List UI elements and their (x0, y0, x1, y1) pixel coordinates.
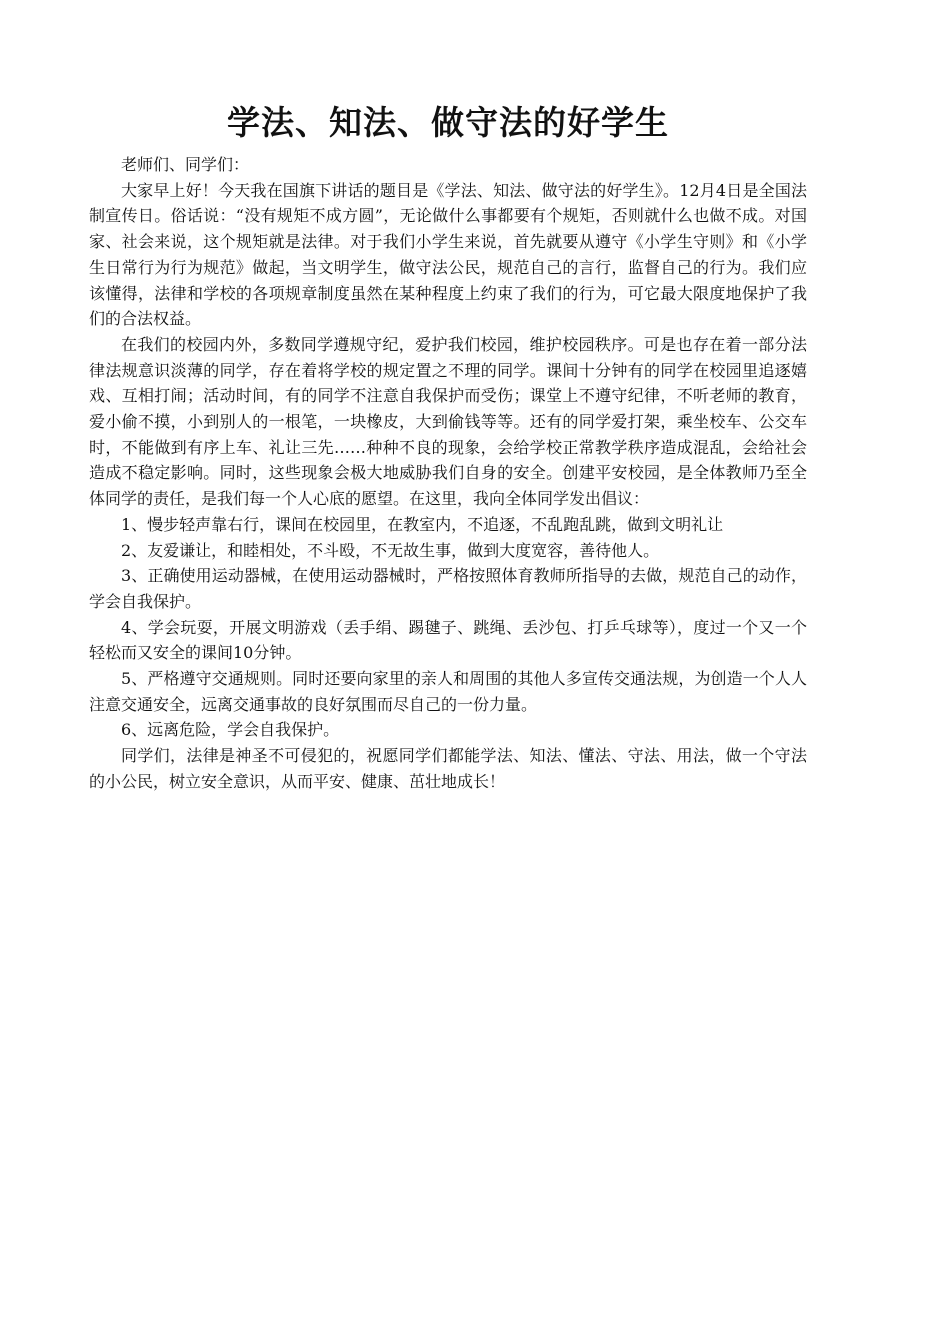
proposal-item-2: 2、友爱谦让，和睦相处，不斗殴，不无故生事，做到大度宽容，善待他人。 (121, 540, 660, 560)
paragraph-closing: 同学们，法律是神圣不可侵犯的，祝愿同学们都能学法、知法、懂法、守法、用法，做一个守法的小公民，树立安全意识，从而平安、健康、茁壮地成长！ (89, 746, 807, 791)
proposal-item-3: 3、正确使用运动器械，在使用运动器械时，严格按照体育教师所指导的去做，规范自己的动作，学会自我保护。 (89, 566, 807, 611)
greeting-line: 老师们、同学们： (121, 155, 250, 174)
document-title: 学法、知法、做守法的好学生 (227, 103, 669, 142)
proposal-item-4: 4、学会玩耍，开展文明游戏（丢手绢、踢毽子、跳绳、丢沙包、打乒乓球等），度过一个又一个轻松而又安全的课间10分钟。 (89, 617, 807, 663)
document-body (89, 152, 807, 795)
proposal-item-1: 1、慢步轻声靠右行，课间在校园里，在教室内，不追逐，不乱跑乱跳，做到文明礼让 (121, 514, 724, 534)
proposal-item-5: 5、严格遵守交通规则。同时还要向家里的亲人和周围的其他人多宣传交通法规，为创造一个人人注意交通安全，远离交通事故的良好氛围而尽自己的一份力量。 (89, 669, 807, 714)
document-page (89, 100, 807, 795)
paragraph-intro: 大家早上好！今天我在国旗下讲话的题目是《学法、知法、做守法的好学生》。12月4日是全国法制宣传日。俗话说：“没有规矩不成方圆”，无论做什么事都要有个规矩，否则就什么也做不成。对国家、社会来说，这个规矩就是法律。对于我们小学生来说，首先就要从遵守《小学生守则》和《小学生日常行为行为规范》做起，当文明学生，做守法公民，规范自己的言行，监督自己的行为。我们应该懂得，法律和学校的各项规章制度虽然在某种程度上约束了我们的行为，可它最大限度地保护了我们的合法权益。 (89, 180, 807, 329)
paragraph-campus: 在我们的校园内外，多数同学遵规守纪，爱护我们校园，维护校园秩序。可是也存在着一部分法律法规意识淡薄的同学，存在着将学校的规定置之不理的同学。课间十分钟有的同学在校园里追逐嬉戏、互相打闹；活动时间，有的同学不注意自我保护而受伤；课堂上不遵守纪律，不听老师的教育，爱小偷不摸，小到别人的一根笔，一块橡皮，大到偷钱等等。还有的同学爱打架，乘坐校车、公交车时，不能做到有序上车、礼让三先……种种不良的现象，会给学校正常教学秩序造成混乱，会给社会造成不稳定影响。同时，这些现象会极大地威胁我们自身的安全。创建平安校园，是全体教师乃至全体同学的责任，是我们每一个人心底的愿望。在这里，我向全体同学发出倡议： (89, 334, 807, 509)
proposal-item-6: 6、远离危险，学会自我保护。 (121, 720, 340, 740)
